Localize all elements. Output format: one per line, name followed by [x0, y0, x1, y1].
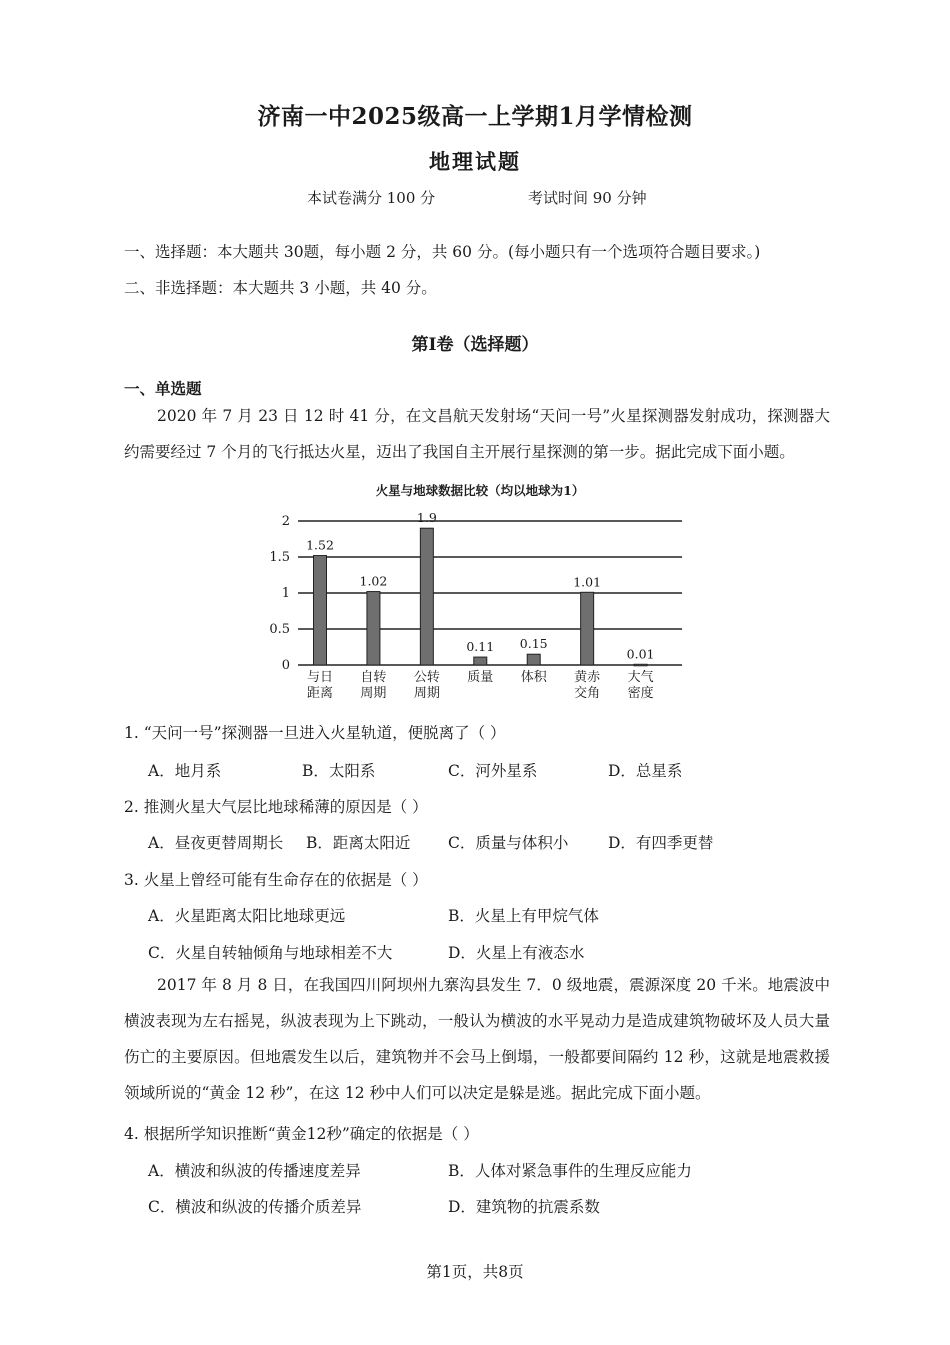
- x-category-label: 密度: [627, 686, 654, 701]
- bar-value-label: 1.9: [416, 510, 437, 526]
- chart-title: 火星与地球数据比较（均以地球为1）: [375, 483, 585, 498]
- page-footer: 第1页，共8页: [426, 1263, 524, 1281]
- x-category-label: 体积: [520, 670, 547, 685]
- question-2-stem: 2. 推测火星大气层比地球稀薄的原因是（ ）: [124, 798, 428, 816]
- x-category-label: 与日: [306, 670, 334, 685]
- q3-option-a[interactable]: A．火星距离太阳比地球更远: [148, 907, 346, 925]
- x-category-label: 距离: [306, 686, 334, 701]
- y-tick-label: 1: [281, 586, 290, 601]
- bar: [634, 664, 647, 666]
- mars-earth-bar-chart: [260, 475, 700, 710]
- bar: [581, 592, 594, 665]
- bar-value-label: 1.52: [306, 537, 334, 553]
- q4-option-d[interactable]: D．建筑物的抗震系数: [448, 1198, 600, 1216]
- y-tick-label: 2: [281, 514, 290, 529]
- x-category-label: 黄赤: [574, 670, 601, 685]
- x-category-label: 自转: [360, 670, 387, 685]
- x-category-label: 交角: [574, 686, 601, 701]
- passage-earthquake: 2017 年 8 月 8 日，在我国四川阿坝州九寨沟县发生 7．0 级地震，震源深度 20 千米。地震波中横波表现为左右摇晃，纵波表现为上下跳动，一般认为横波的水平晃动力是造成建筑物破坏及人员大量伤亡的主要原因。但地震发生以后，建筑物并不会马上倒塌，一般都要间隔约 12 秒，这就是地震救援领域所说的“黄金 12 秒”，在这 12 秒中人们可以决定是躲是逃。据此完成下面小题。: [124, 976, 830, 1102]
- exam-subtitle: 地理试题: [429, 149, 521, 174]
- x-category-label: 周期: [413, 686, 440, 701]
- question-3-stem: 3. 火星上曾经可能有生命存在的依据是（ ）: [124, 871, 428, 889]
- bar: [527, 654, 540, 665]
- q3-option-b[interactable]: B．火星上有甲烷气体: [448, 907, 599, 925]
- bar-value-label: 0.15: [519, 636, 548, 652]
- x-category-label: 质量: [467, 670, 494, 685]
- exam-duration: 考试时间 90 分钟: [528, 189, 647, 207]
- q2-option-c[interactable]: C．质量与体积小: [448, 834, 569, 852]
- q1-option-c[interactable]: C．河外星系: [448, 762, 538, 780]
- q1-option-b[interactable]: B．太阳系: [302, 762, 376, 780]
- bar: [420, 528, 433, 665]
- q2-option-b[interactable]: B．距离太阳近: [306, 834, 411, 852]
- bar: [367, 592, 380, 665]
- q2-option-d[interactable]: D．有四季更替: [608, 834, 714, 852]
- part-title: 第Ⅰ卷（选择题）: [411, 335, 539, 355]
- q4-option-b[interactable]: B．人体对紧急事件的生理反应能力: [448, 1162, 692, 1180]
- q3-option-c[interactable]: C．火星自转轴倾角与地球相差不大: [148, 944, 393, 962]
- x-category-label: 周期: [360, 686, 387, 701]
- single-choice-heading: 一、单选题: [124, 379, 202, 398]
- y-tick-label: 0: [281, 658, 290, 673]
- x-category-label: 公转: [413, 670, 440, 685]
- q1-option-a[interactable]: A．地月系: [148, 762, 222, 780]
- question-4-stem: 4. 根据所学知识推断“黄金12秒”确定的依据是（ ）: [124, 1125, 479, 1143]
- q4-option-a[interactable]: A．横波和纵波的传播速度差异: [148, 1162, 361, 1180]
- passage-mars: 2020 年 7 月 23 日 12 时 41 分，在文昌航天发射场“天问一号”火星探测器发射成功，探测器大约需要经过 7 个月的飞行抵达火星，迈出了我国自主开展行星探测的第一步。据此完成下面小题。: [124, 407, 830, 461]
- chart-x-labels: [307, 669, 654, 701]
- y-tick-label: 1.5: [269, 550, 290, 565]
- q3-option-d[interactable]: D．火星上有液态水: [448, 944, 585, 962]
- bar-value-label: 0.11: [466, 639, 495, 655]
- bar: [314, 556, 327, 665]
- x-category-label: 大气: [627, 670, 654, 685]
- bar: [474, 657, 487, 665]
- q2-option-a[interactable]: A．昼夜更替周期长: [148, 834, 284, 852]
- instruction-section-1: 一、选择题：本大题共 30题，每小题 2 分，共 60 分。(每小题只有一个选项符合题目要求。): [124, 243, 761, 261]
- chart-bars: [306, 510, 654, 666]
- bar-value-label: 1.02: [359, 573, 388, 589]
- q4-option-c[interactable]: C．横波和纵波的传播介质差异: [148, 1198, 362, 1216]
- q1-option-d[interactable]: D．总星系: [608, 762, 683, 780]
- instruction-section-2: 二、非选择题：本大题共 3 小题，共 40 分。: [124, 279, 437, 297]
- bar-value-label: 0.01: [626, 646, 655, 662]
- y-tick-label: 0.5: [269, 622, 290, 637]
- bar-value-label: 1.01: [573, 574, 602, 590]
- question-1-stem: 1. “天问一号”探测器一旦进入火星轨道，便脱离了（ ）: [124, 724, 506, 742]
- full-score: 本试卷满分 100 分: [307, 189, 436, 207]
- exam-title: 济南一中2025级高一上学期1月学情检测: [257, 103, 693, 130]
- chart-y-ticks: [269, 514, 290, 673]
